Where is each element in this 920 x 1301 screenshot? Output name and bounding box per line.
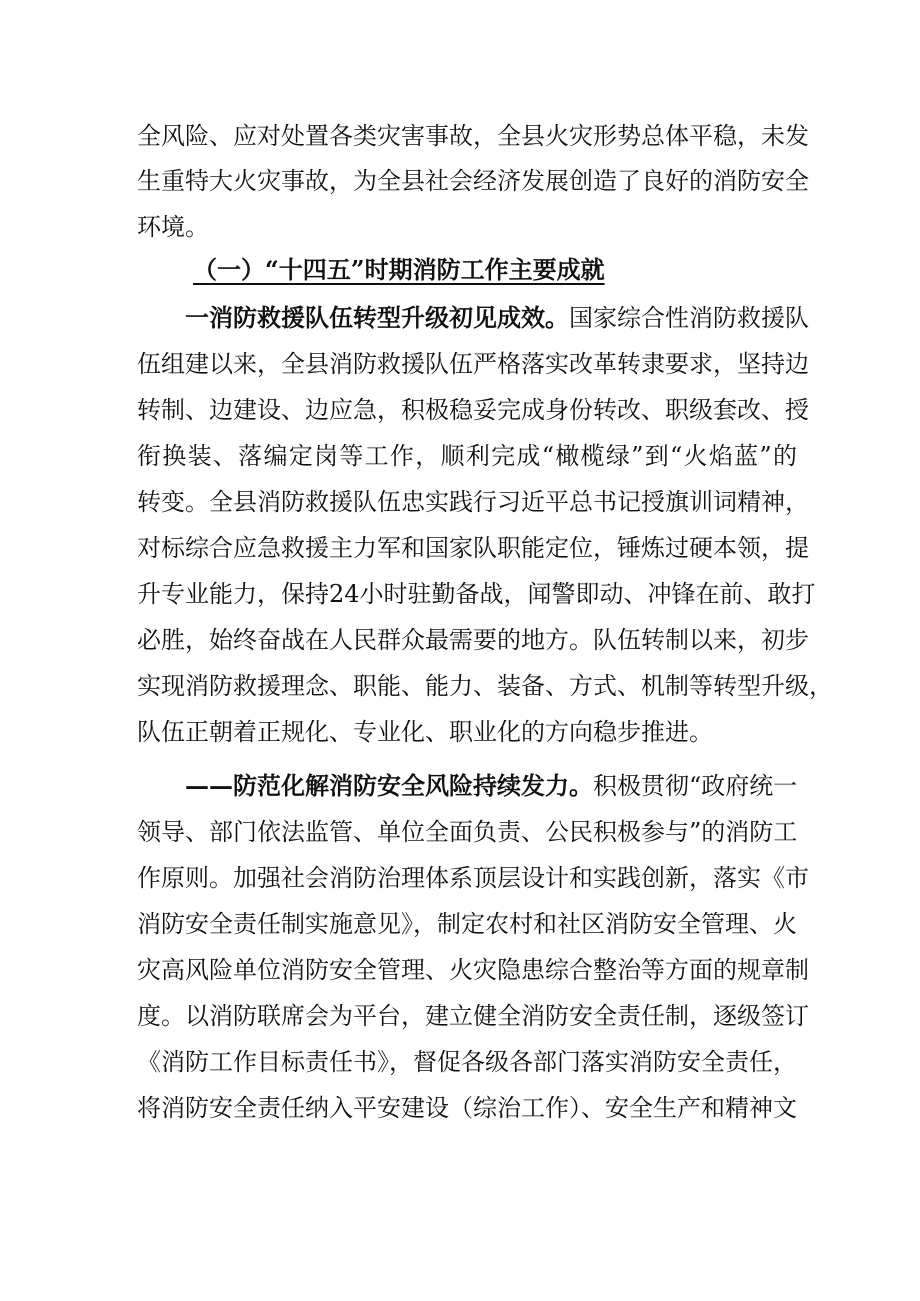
paragraph-2-first-line-rest: 积极贯彻“政府统一 bbox=[593, 772, 798, 800]
paragraph-2-line: 领导、部门依法监管、单位全面负责、公民积极参与”的消防工 bbox=[137, 818, 798, 846]
intro-line-1: 全风险、应对处置各类灾害事故，全县火灾形势总体平稳，未发 bbox=[137, 122, 809, 150]
paragraph-2-line: 将消防安全责任纳入平安建设（综治工作）、安全生产和精神文 bbox=[137, 1094, 797, 1122]
paragraph-1-line: 对标综合应急救援主力军和国家队职能定位，锤炼过硬本领，提 bbox=[137, 534, 809, 562]
paragraph-2-line: 消防安全责任制实施意见》，制定农村和社区消防安全管理、火 bbox=[137, 910, 797, 938]
intro-line-2: 生重特大火灾事故，为全县社会经济发展创造了良好的消防安全 bbox=[137, 167, 809, 195]
paragraph-1-line: 衔换装、落编定岗等工作，顺利完成“橄榄绿”到“火焰蓝”的 bbox=[137, 442, 797, 470]
paragraph-2-line: 度。以消防联席会为平台，建立健全消防安全责任制，逐级签订 bbox=[137, 1002, 809, 1030]
paragraph-1-last-line: 队伍正朝着正规化、专业化、职业化的方向稳步推进。 bbox=[137, 718, 713, 746]
paragraph-2-line: 灾高风险单位消防安全管理、火灾隐患综合整治等方面的规章制 bbox=[137, 956, 809, 984]
paragraph-2-lead: ——防范化解消防安全风险持续发力。 bbox=[185, 771, 593, 800]
paragraph-1-first-line-rest: 国家综合性消防救援队 bbox=[569, 304, 809, 332]
paragraph-1-lead: 一消防救援队伍转型升级初见成效。 bbox=[185, 303, 569, 332]
paragraph-1-line: 升专业能力，保持24小时驻勤备战，闻警即动、冲锋在前、敢打 bbox=[137, 580, 816, 608]
paragraph-1-line: 伍组建以来，全县消防救援队伍严格落实改革转隶要求，坚持边 bbox=[137, 350, 809, 378]
paragraph-2-first-line bbox=[185, 771, 797, 801]
paragraph-1-first-line bbox=[185, 303, 809, 333]
intro-line-3: 环境。 bbox=[137, 213, 209, 241]
paragraph-1-line: 实现消防救援理念、职能、能力、装备、方式、机制等转型升级， bbox=[137, 672, 833, 700]
paragraph-1-line: 转变。全县消防救援队伍忠实践行习近平总书记授旗训词精神， bbox=[137, 488, 809, 516]
paragraph-1-line: 转制、边建设、边应急，积极稳妥完成身份转改、职级套改、授 bbox=[137, 396, 809, 424]
section-heading: （一）“十四五”时期消防工作主要成就 bbox=[193, 255, 605, 284]
paragraph-2-line: 《消防工作目标责任书》，督促各级各部门落实消防安全责任， bbox=[137, 1048, 797, 1076]
paragraph-2-line: 作原则。加强社会消防治理体系顶层设计和实践创新，落实《市 bbox=[137, 864, 809, 892]
paragraph-1-line: 必胜，始终奋战在人民群众最需要的地方。队伍转制以来，初步 bbox=[137, 626, 809, 654]
